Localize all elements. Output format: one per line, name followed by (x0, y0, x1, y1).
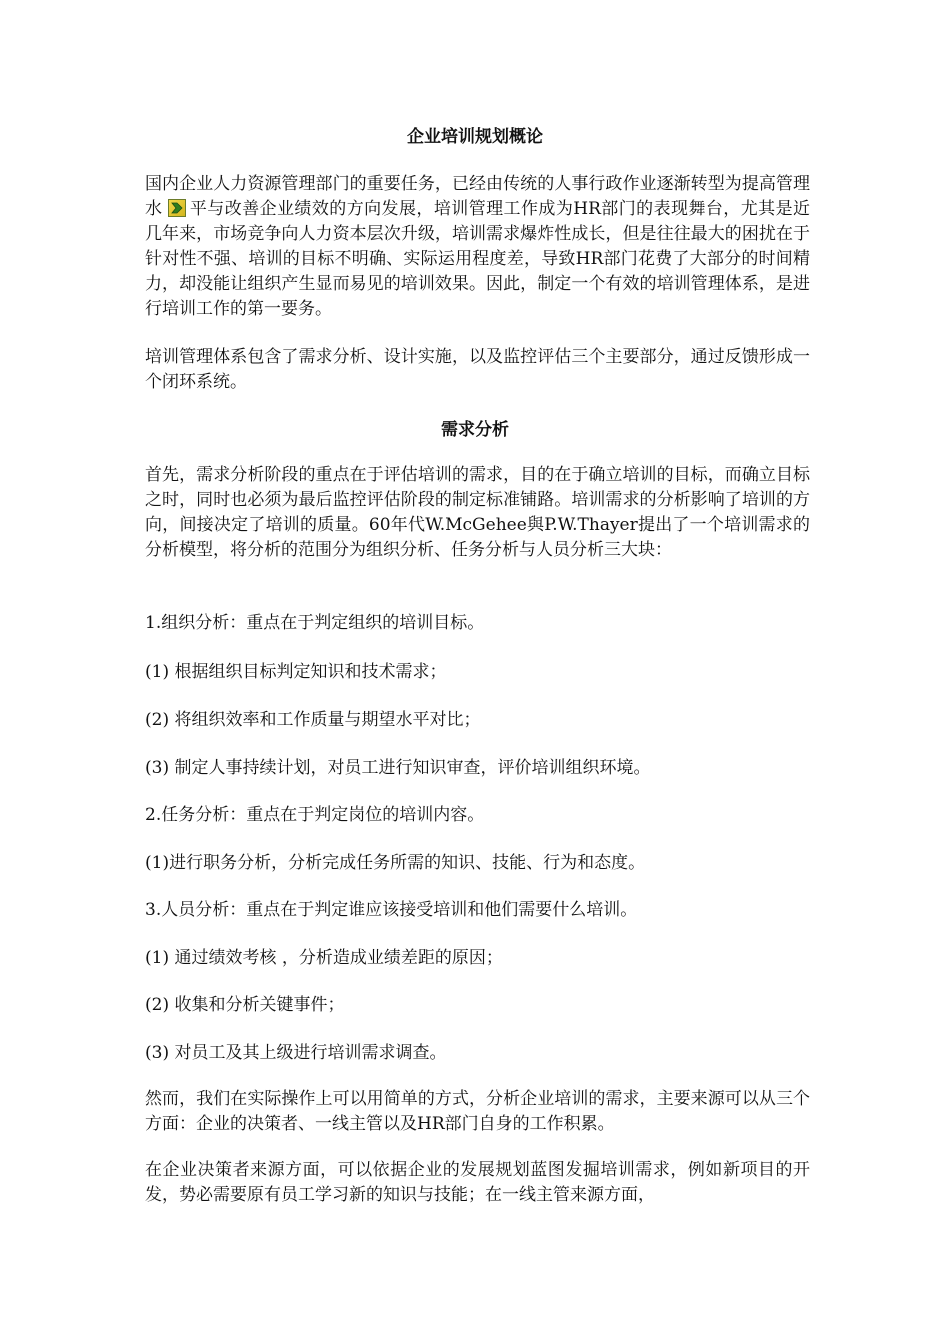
list-item-person-analysis: 3.人员分析：重点在于判定谁应该接受培训和他们需要什么培训。 (145, 900, 638, 920)
arrow-icon (168, 199, 186, 217)
list-item-person-3: (3) 对员工及其上级进行培训需求调查。 (145, 1043, 447, 1063)
needs-paragraph-1: 首先，需求分析阶段的重点在于评估培训的需求，目的在于确立培训的目标，而确立目标之时，同时也必须为最后监控评估阶段的制定标准铺路。培训需求的分析影响了培训的方向，间接决定了培训的质量。60年代W.McGehee與P.W.Thayer提出了一个培训需求的分析模型，将分析的范围分为组织分析、任务分析与人员分析三大块： (145, 465, 810, 560)
list-item-org-3: (3) 制定人事持续计划，对员工进行知识审查，评价培训组织环境。 (145, 758, 651, 778)
needs-paragraph-2: 然而，我们在实际操作上可以用简单的方式，分析企业培训的需求，主要来源可以从三个方面：企业的决策者、一线主管以及HR部门自身的工作积累。 (145, 1089, 810, 1134)
list-item-org-2: (2) 将组织效率和工作质量与期望水平对比； (145, 710, 481, 730)
list-item-task-analysis: 2.任务分析：重点在于判定岗位的培训内容。 (145, 805, 485, 825)
intro-paragraph (145, 172, 810, 322)
list-item-org-1: (1) 根据组织目标判定知识和技术需求； (145, 662, 447, 682)
section-heading-needs: 需求分析 (441, 420, 509, 440)
intro-text-before: 国内企业人力资源管理部门的重要任务，已经由传统的人事行政作业逐渐转型为提高管理水 (145, 174, 810, 219)
list-item-person-1: (1) 通过绩效考核 ，分析造成业绩差距的原因； (145, 948, 503, 968)
system-paragraph: 培训管理体系包含了需求分析、设计实施，以及监控评估三个主要部分，通过反馈形成一个闭环系统。 (145, 347, 810, 392)
document-title: 企业培训规划概论 (407, 127, 543, 147)
list-item-task-1: (1)进行职务分析，分析完成任务所需的知识、技能、行为和态度。 (145, 853, 646, 873)
list-item-org-analysis: 1.组织分析：重点在于判定组织的培训目标。 (145, 613, 485, 633)
intro-text-after: 平与改善企业绩效的方向发展，培训管理工作成为HR部门的表现舞台，尤其是近几年来，市场竞争向人力资本层次升级，培训需求爆炸性成长，但是往往最大的困扰在于针对性不强、培训的目标不明确、实际运用程度差，导致HR部门花费了大部分的时间精力，却没能让组织产生显而易见的培训效果。因此，制定一个有效的培训管理体系，是进行培训工作的第一要务。 (145, 199, 811, 319)
list-item-person-2: (2) 收集和分析关键事件； (145, 995, 345, 1015)
needs-paragraph-3: 在企业决策者来源方面，可以依据企业的发展规划蓝图发掘培训需求，例如新项目的开发，势必需要原有员工学习新的知识与技能；在一线主管来源方面， (145, 1160, 810, 1205)
